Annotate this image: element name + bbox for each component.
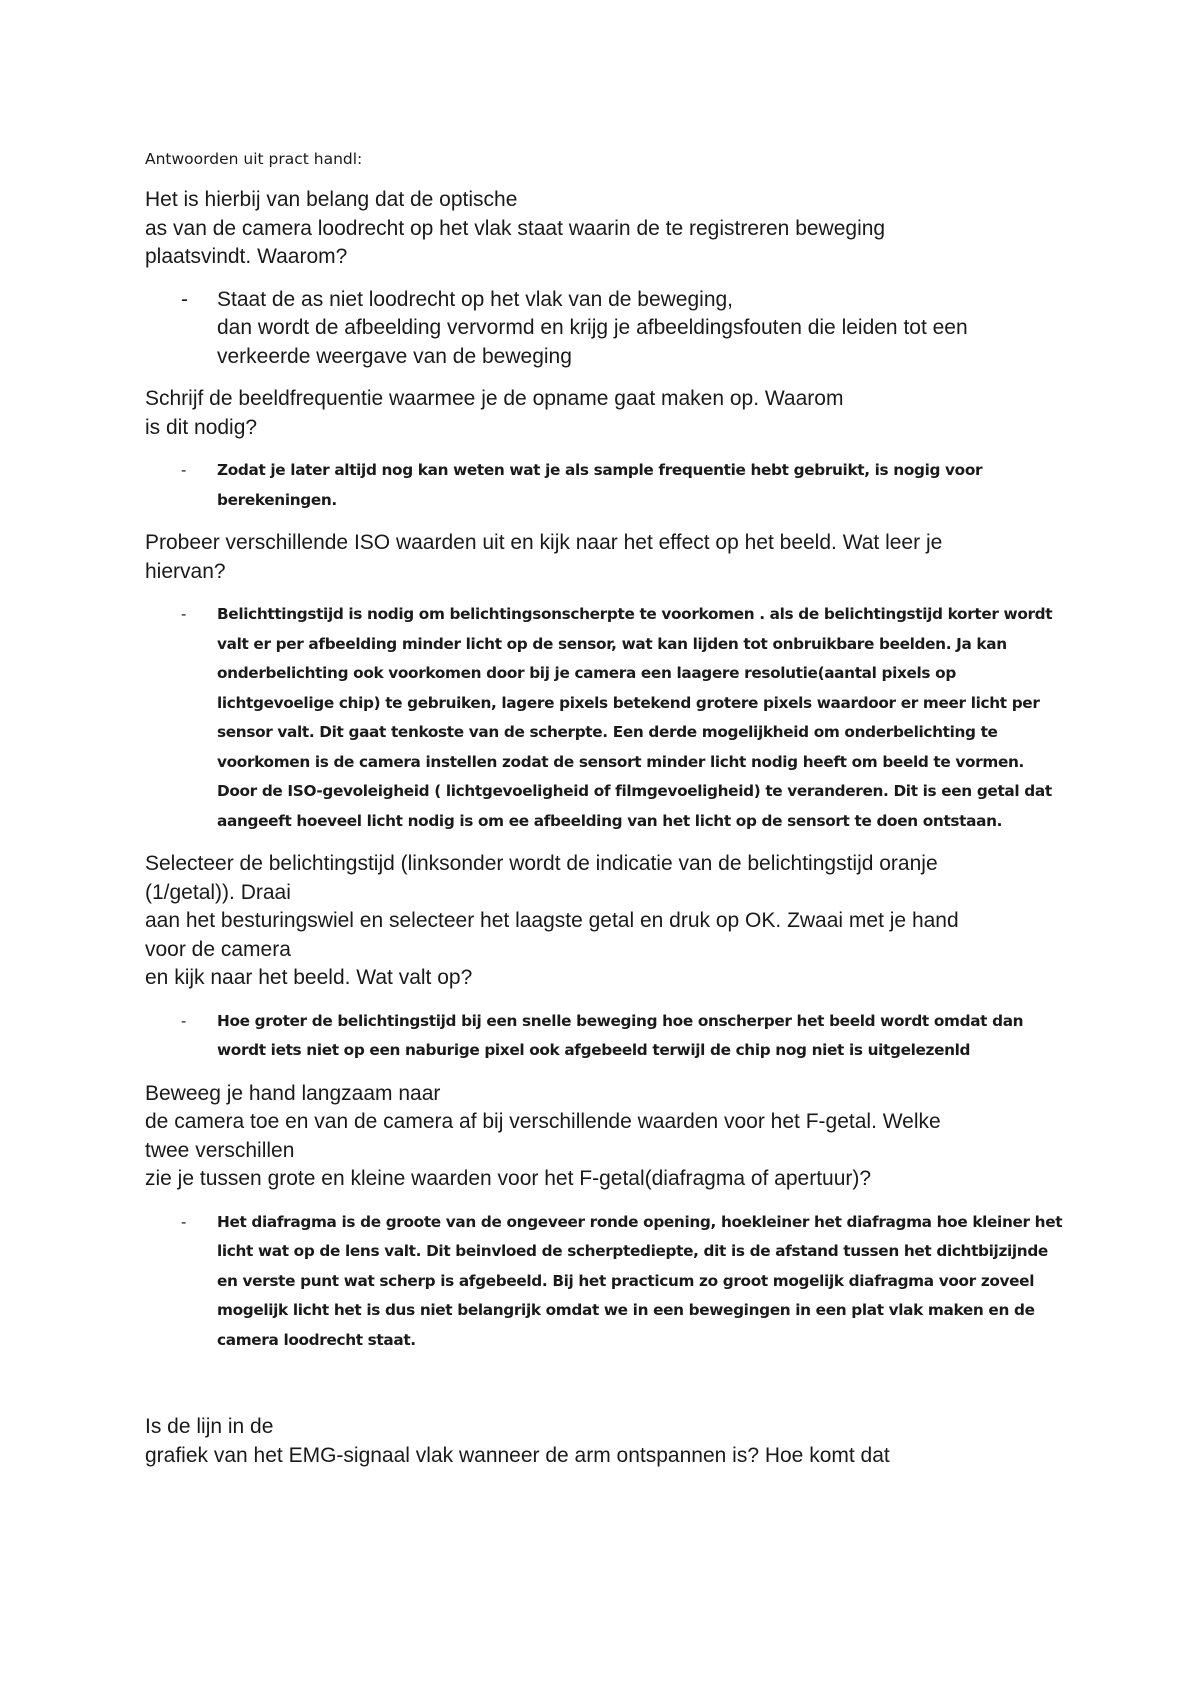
answer-text: Hoe groter de belichtingstijd bij een snelle beweging hoe onscherper het beeld wordt omdat dan wordt iets niet op een naburige pixel ook afgebeeld terwijl de chip nog niet is uitgelezenld: [217, 1011, 1024, 1059]
question-line: Is de lijn in de: [145, 1415, 274, 1438]
answer-4: [145, 1007, 1065, 1066]
question-1: [145, 186, 1065, 272]
answer-2: [145, 456, 1065, 515]
question-line: aan het besturingswiel en selecteer het laagste getal en druk op OK. Zwaai met je hand: [145, 909, 959, 932]
question-line: Het is hierbij van belang dat de optische: [145, 188, 518, 211]
question-line: de camera toe en van de camera af bij verschillende waarden voor het F-getal. Welke: [145, 1110, 941, 1133]
question-6: [145, 1413, 1065, 1470]
document-body: [145, 148, 1065, 1484]
bullet-dash: -: [181, 1213, 187, 1231]
question-line: zie je tussen grote en kleine waarden voor het F-getal(diafragma of apertuur)?: [145, 1167, 872, 1190]
bullet-dash: -: [181, 287, 188, 311]
question-5: [145, 1080, 1065, 1194]
question-line: as van de camera loodrecht op het vlak staat waarin de te registreren beweging: [145, 216, 886, 240]
question-4: [145, 850, 1065, 993]
question-3: [145, 529, 1065, 586]
answer-text: Belichttingstijd is nodig om belichtingsonscherpte te voorkomen . als de belichtingstijd korter wordt valt er per afbeelding minder licht op de sensor, wat kan lijden tot onbruikbare beelden. Ja kan onderbelichting ook voorkomen door bij je camera een laagere resolutie(aantal pixels op lichtgevoelige chip) te gebruiken, lagere pixels betekend grotere pixels waardoor er meer licht per sensor valt. Dit gaat tenkoste van de scherpte. Een derde mogelijkheid om onderbelichting te voorkomen is de camera instellen zodat de sensort minder licht nodig heeft om beeld te vormen. Door de ISO-gevoleigheid ( lichtgevoeligheid of filmgevoeligheid) te veranderen. Dit is een getal dat aangeeft hoeveel licht nodig is om ee afbeelding van het licht op de sensort te doen ontstaan.: [217, 605, 1053, 830]
bullet-dash: -: [181, 1012, 187, 1030]
question-line: is dit nodig?: [145, 415, 258, 439]
question-line: Probeer verschillende ISO waarden uit en kijk naar het effect op het beeld. Wat leer je: [145, 531, 943, 554]
empty-paragraph: [145, 1369, 1065, 1413]
answer-5: [145, 1208, 1065, 1356]
question-line: en kijk naar het beeld. Wat valt op?: [145, 966, 473, 989]
answer-line: dan wordt de afbeelding vervormd en krijg je afbeeldingsfouten die leiden tot een: [217, 316, 968, 339]
answer-line: Staat de as niet loodrecht op het vlak van de beweging,: [217, 287, 734, 311]
answer-3: [145, 600, 1065, 836]
question-line: (1/getal)). Draai: [145, 880, 291, 904]
question-2: [145, 385, 1065, 442]
bullet-dash: -: [181, 606, 187, 623]
question-line: Schrijf de beeldfrequentie waarmee je de opname gaat maken op. Waarom: [145, 387, 844, 410]
bullet-dash: -: [181, 462, 187, 479]
answer-1: [145, 286, 1065, 372]
document-title: Antwoorden uit pract handl:: [145, 150, 363, 168]
question-line: grafiek van het EMG-signaal vlak wanneer de arm ontspannen is? Hoe komt dat: [145, 1443, 890, 1467]
question-line: twee verschillen: [145, 1138, 295, 1162]
answer-text: Zodat je later altijd nog kan weten wat je als sample frequentie hebt gebruikt, is nogig voor berekeningen.: [217, 461, 983, 509]
answer-line: verkeerde weergave van de beweging: [217, 344, 572, 368]
answer-text: [217, 286, 1065, 372]
question-line: voor de camera: [145, 937, 291, 961]
question-line: hiervan?: [145, 559, 226, 583]
answer-text: Het diafragma is de groote van de ongeveer ronde opening, hoekleiner het diafragma hoe kleiner het licht wat op de lens valt. Dit beinvloed de scherptediepte, dit is de afstand tussen het dichtbijzijnde en verste punt wat scherp is afgebeeld. Bij het practicum zo groot mogelijk diafragma voor zoveel mogelijk licht het is dus niet belangrijk omdat we in een bewegingen in een plat vlak maken en de camera loodrecht staat.: [217, 1212, 1063, 1349]
question-line: Beweeg je hand langzaam naar: [145, 1081, 441, 1105]
question-line: Selecteer de belichtingstijd (linksonder wordt de indicatie van de belichtingstijd oranje: [145, 852, 938, 875]
question-line: plaatsvindt. Waarom?: [145, 245, 348, 268]
